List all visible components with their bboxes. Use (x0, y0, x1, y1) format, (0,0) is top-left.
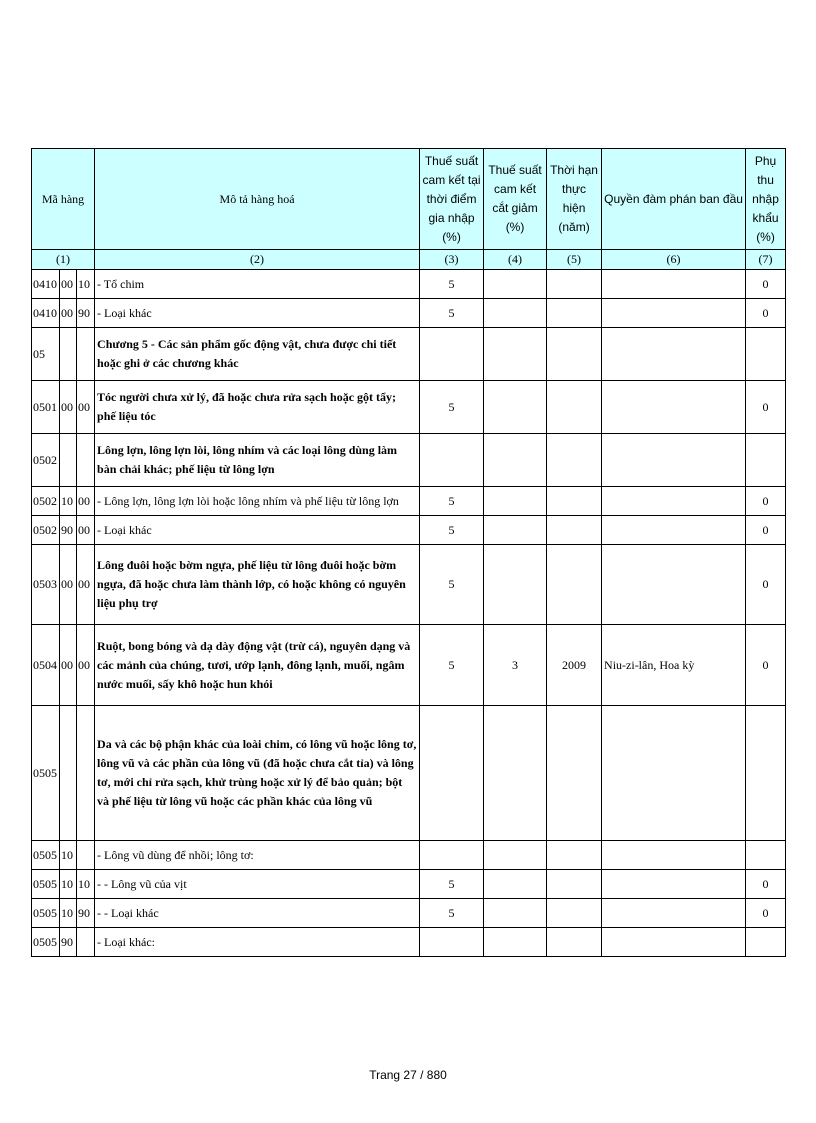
heading-code: 0502 (32, 516, 60, 545)
table-row (32, 381, 786, 434)
subheading-code: 10 (60, 841, 77, 870)
implementation-year (547, 841, 602, 870)
subheading-code: 00 (60, 270, 77, 299)
bound-rate-at-accession (420, 841, 484, 870)
import-surcharge: 0 (746, 270, 786, 299)
initial-negotiating-rights (602, 516, 746, 545)
table-row (32, 299, 786, 328)
final-bound-rate: 3 (484, 625, 547, 706)
initial-negotiating-rights (602, 870, 746, 899)
header-ma-hang: Mã hàng (32, 149, 95, 250)
heading-code: 0505 (32, 899, 60, 928)
table-row (32, 841, 786, 870)
tariff-line-code (77, 328, 95, 381)
heading-code: 05 (32, 328, 60, 381)
header-col7: Phụ thu nhập khẩu (%) (746, 149, 786, 250)
final-bound-rate (484, 328, 547, 381)
subheading-code: 00 (60, 381, 77, 434)
final-bound-rate (484, 899, 547, 928)
final-bound-rate (484, 270, 547, 299)
implementation-year (547, 899, 602, 928)
import-surcharge: 0 (746, 381, 786, 434)
tariff-line-code: 00 (77, 381, 95, 434)
column-number-row (32, 250, 786, 270)
implementation-year (547, 545, 602, 625)
initial-negotiating-rights (602, 706, 746, 841)
implementation-year: 2009 (547, 625, 602, 706)
heading-code: 0502 (32, 487, 60, 516)
goods-description: - Tổ chim (95, 270, 420, 299)
initial-negotiating-rights (602, 545, 746, 625)
col-number-4: (4) (484, 250, 547, 270)
implementation-year (547, 487, 602, 516)
table-row (32, 516, 786, 545)
subheading-code: 10 (60, 899, 77, 928)
tariff-line-code (77, 434, 95, 487)
tariff-table (31, 148, 786, 957)
initial-negotiating-rights (602, 299, 746, 328)
import-surcharge: 0 (746, 870, 786, 899)
header-col3: Thuế suất cam kết tại thời điểm gia nhập (%) (420, 149, 484, 250)
tariff-body (32, 270, 786, 957)
import-surcharge: 0 (746, 899, 786, 928)
goods-description: Ruột, bong bóng và dạ dày động vật (trừ cá), nguyên dạng và các mảnh của chúng, tươi, ướp lạnh, đông lạnh, muối, ngâm nước muối, sấy khô hoặc hun khói (95, 625, 420, 706)
initial-negotiating-rights (602, 434, 746, 487)
final-bound-rate (484, 545, 547, 625)
import-surcharge: 0 (746, 299, 786, 328)
initial-negotiating-rights: Niu-zi-lân, Hoa kỳ (602, 625, 746, 706)
goods-description: - Loại khác: (95, 928, 420, 957)
table-row (32, 270, 786, 299)
import-surcharge: 0 (746, 487, 786, 516)
col-number-1: (1) (32, 250, 95, 270)
goods-description: - Lông lợn, lông lợn lòi hoặc lông nhím và phế liệu từ lông lợn (95, 487, 420, 516)
subheading-code (60, 706, 77, 841)
col-number-7: (7) (746, 250, 786, 270)
tariff-line-code (77, 841, 95, 870)
subheading-code: 90 (60, 516, 77, 545)
implementation-year (547, 928, 602, 957)
tariff-line-code: 90 (77, 299, 95, 328)
import-surcharge (746, 328, 786, 381)
bound-rate-at-accession: 5 (420, 899, 484, 928)
implementation-year (547, 870, 602, 899)
implementation-year (547, 434, 602, 487)
bound-rate-at-accession: 5 (420, 870, 484, 899)
import-surcharge: 0 (746, 545, 786, 625)
heading-code: 0410 (32, 299, 60, 328)
subheading-code (60, 328, 77, 381)
tariff-line-code: 00 (77, 625, 95, 706)
bound-rate-at-accession (420, 434, 484, 487)
initial-negotiating-rights (602, 899, 746, 928)
initial-negotiating-rights (602, 487, 746, 516)
col-number-6: (6) (602, 250, 746, 270)
import-surcharge (746, 841, 786, 870)
goods-description: Da và các bộ phận khác của loài chim, có lông vũ hoặc lông tơ, lông vũ và các phần của lông vũ (đã hoặc chưa cắt tỉa) và lông tơ, mới chỉ rửa sạch, khử trùng hoặc xử lý để bảo quản; bột và phế liệu từ lông vũ hoặc các phần khác của lông vũ (95, 706, 420, 841)
subheading-code: 00 (60, 299, 77, 328)
import-surcharge: 0 (746, 625, 786, 706)
table-row (32, 899, 786, 928)
goods-description: Lông đuôi hoặc bờm ngựa, phế liệu từ lông đuôi hoặc bờm ngựa, đã hoặc chưa làm thành lớp, có hoặc không có nguyên liệu phụ trợ (95, 545, 420, 625)
bound-rate-at-accession (420, 328, 484, 381)
goods-description: - - Lông vũ của vịt (95, 870, 420, 899)
tariff-line-code: 10 (77, 870, 95, 899)
subheading-code: 00 (60, 625, 77, 706)
import-surcharge (746, 928, 786, 957)
tariff-line-code: 90 (77, 899, 95, 928)
table-row (32, 706, 786, 841)
bound-rate-at-accession: 5 (420, 516, 484, 545)
col-number-2: (2) (95, 250, 420, 270)
implementation-year (547, 328, 602, 381)
final-bound-rate (484, 516, 547, 545)
tariff-line-code: 00 (77, 487, 95, 516)
implementation-year (547, 706, 602, 841)
goods-description: - Loại khác (95, 516, 420, 545)
tariff-line-code: 10 (77, 270, 95, 299)
subheading-code: 00 (60, 545, 77, 625)
header-col5: Thời hạn thực hiện (năm) (547, 149, 602, 250)
page-number: Trang 27 / 880 (369, 1068, 447, 1082)
tariff-line-code: 00 (77, 516, 95, 545)
goods-description: Tóc người chưa xử lý, đã hoặc chưa rửa sạch hoặc gột tẩy; phế liệu tóc (95, 381, 420, 434)
header-row (32, 149, 786, 250)
final-bound-rate (484, 381, 547, 434)
bound-rate-at-accession: 5 (420, 545, 484, 625)
heading-code: 0505 (32, 870, 60, 899)
heading-code: 0504 (32, 625, 60, 706)
final-bound-rate (484, 706, 547, 841)
heading-code: 0505 (32, 706, 60, 841)
table-row (32, 434, 786, 487)
initial-negotiating-rights (602, 928, 746, 957)
subheading-code: 90 (60, 928, 77, 957)
subheading-code: 10 (60, 487, 77, 516)
table-row (32, 928, 786, 957)
header-col6: Quyền đàm phán ban đầu (602, 149, 746, 250)
goods-description: - Loại khác (95, 299, 420, 328)
table-row (32, 328, 786, 381)
bound-rate-at-accession: 5 (420, 487, 484, 516)
tariff-line-code: 00 (77, 545, 95, 625)
initial-negotiating-rights (602, 841, 746, 870)
import-surcharge (746, 706, 786, 841)
heading-code: 0503 (32, 545, 60, 625)
final-bound-rate (484, 928, 547, 957)
final-bound-rate (484, 841, 547, 870)
implementation-year (547, 516, 602, 545)
table-row (32, 870, 786, 899)
tariff-line-code (77, 706, 95, 841)
header-mo-ta: Mô tả hàng hoá (95, 149, 420, 250)
goods-description: - Lông vũ dùng để nhồi; lông tơ: (95, 841, 420, 870)
bound-rate-at-accession: 5 (420, 299, 484, 328)
bound-rate-at-accession: 5 (420, 381, 484, 434)
bound-rate-at-accession: 5 (420, 625, 484, 706)
initial-negotiating-rights (602, 381, 746, 434)
implementation-year (547, 270, 602, 299)
heading-code: 0501 (32, 381, 60, 434)
implementation-year (547, 381, 602, 434)
subheading-code (60, 434, 77, 487)
bound-rate-at-accession: 5 (420, 270, 484, 299)
tariff-line-code (77, 928, 95, 957)
bound-rate-at-accession (420, 928, 484, 957)
heading-code: 0410 (32, 270, 60, 299)
subheading-code: 10 (60, 870, 77, 899)
initial-negotiating-rights (602, 328, 746, 381)
final-bound-rate (484, 434, 547, 487)
col-number-5: (5) (547, 250, 602, 270)
import-surcharge: 0 (746, 516, 786, 545)
goods-description: - - Loại khác (95, 899, 420, 928)
table-row (32, 545, 786, 625)
goods-description: Lông lợn, lông lợn lòi, lông nhím và các loại lông dùng làm bàn chải khác; phế liệu từ lông lợn (95, 434, 420, 487)
col-number-3: (3) (420, 250, 484, 270)
heading-code: 0502 (32, 434, 60, 487)
bound-rate-at-accession (420, 706, 484, 841)
final-bound-rate (484, 487, 547, 516)
initial-negotiating-rights (602, 270, 746, 299)
final-bound-rate (484, 299, 547, 328)
table-row (32, 487, 786, 516)
implementation-year (547, 299, 602, 328)
header-col4: Thuế suất cam kết cắt giảm (%) (484, 149, 547, 250)
table-row (32, 625, 786, 706)
final-bound-rate (484, 870, 547, 899)
goods-description: Chương 5 - Các sản phẩm gốc động vật, chưa được chi tiết hoặc ghi ở các chương khác (95, 328, 420, 381)
heading-code: 0505 (32, 928, 60, 957)
import-surcharge (746, 434, 786, 487)
heading-code: 0505 (32, 841, 60, 870)
